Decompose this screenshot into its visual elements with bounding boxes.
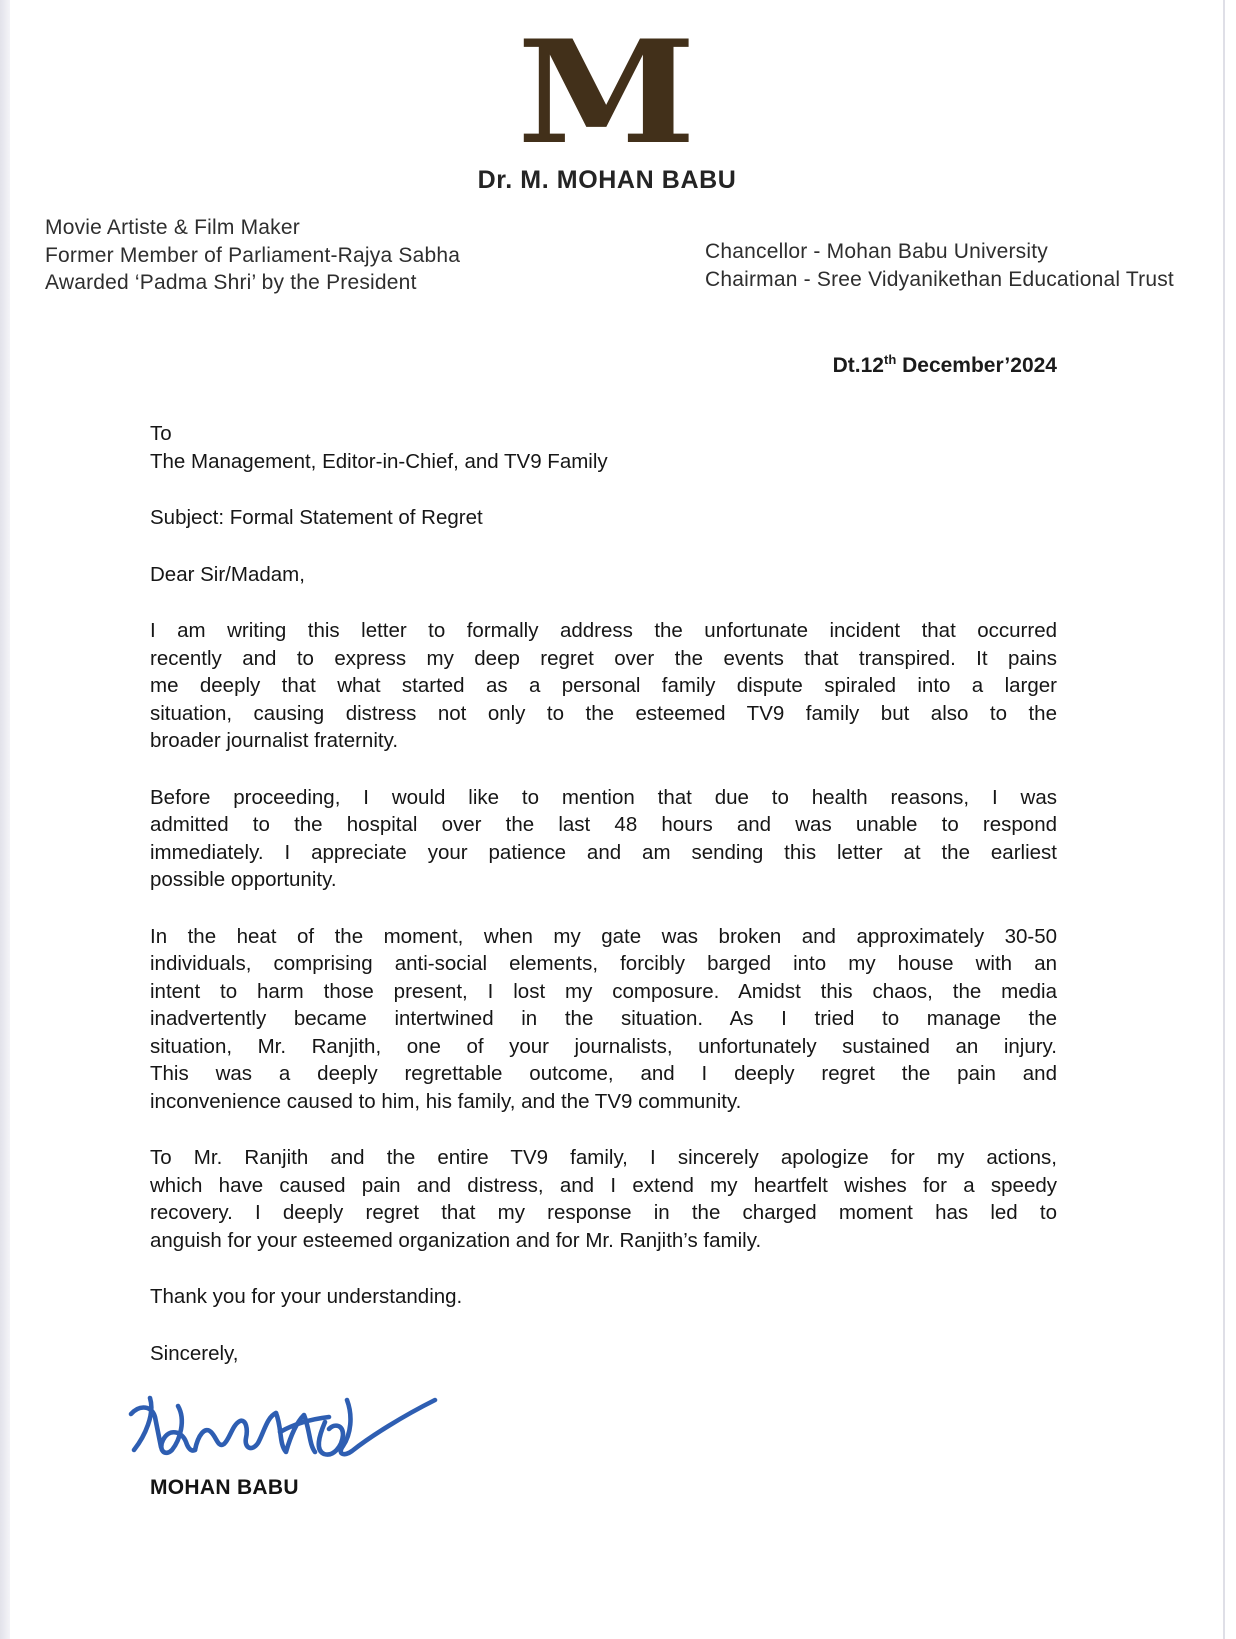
credential-line: Chairman - Sree Vidyanikethan Educational Trust <box>705 268 1174 291</box>
paragraphs <box>150 617 1057 1254</box>
closing-line: Sincerely, <box>150 1341 239 1365</box>
credential-line: Movie Artiste & Film Maker <box>45 216 300 239</box>
paragraph-line: To Mr. Ranjith and the entire TV9 family, I sincerely apologize for my actions, <box>150 1146 1057 1169</box>
paragraph-line: This was a deeply regrettable outcome, and I deeply regret the pain and <box>150 1062 1057 1085</box>
paragraph-line: which have caused pain and distress, and I extend my heartfelt wishes for a speedy <box>150 1173 1057 1197</box>
paragraph-line: inconvenience caused to him, his family, and the TV9 community. <box>150 1089 742 1113</box>
paragraph-line: situation, causing distress not only to the esteemed TV9 family but also to the <box>150 701 1057 725</box>
date-rest: December’2024 <box>896 354 1057 377</box>
letter-body <box>150 420 1057 1367</box>
paragraph <box>150 617 1057 755</box>
paragraph-line: I am writing this letter to formally address the unfortunate incident that occurred <box>150 619 1057 642</box>
paragraph-line: Before proceeding, I would like to mention that due to health reasons, I was <box>150 785 1057 809</box>
letterhead-name: Dr. M. MOHAN BABU <box>477 166 737 194</box>
to-label: To <box>150 422 172 445</box>
thanks-line: Thank you for your understanding. <box>150 1285 463 1308</box>
scan-left-edge <box>0 0 10 1639</box>
paragraph <box>150 784 1057 894</box>
credential-line: Chancellor - Mohan Babu University <box>705 240 1048 263</box>
paragraph-line: situation, Mr. Ranjith, one of your journalists, unfortunately sustained an injury. <box>150 1034 1057 1058</box>
signer-name: MOHAN BABU <box>150 1476 299 1499</box>
monogram-logo: M <box>517 10 697 176</box>
paragraph <box>150 1144 1057 1254</box>
credential-line: Former Member of Parliament-Rajya Sabha <box>45 243 461 267</box>
scan-right-edge <box>1223 0 1225 1639</box>
recipient-line: The Management, Editor-in-Chief, and TV9 Family <box>150 449 608 473</box>
paragraph-line: individuals, comprising anti-social elements, forcibly barged into my house with an <box>150 952 1057 975</box>
credentials-left <box>45 214 460 297</box>
paragraph-line: recently and to express my deep regret over the events that transpired. It pains <box>150 646 1057 670</box>
paragraph-line: inadvertently became intertwined in the situation. As I tried to manage the <box>150 1007 1057 1030</box>
paragraph-line: anguish for your esteemed organization and for Mr. Ranjith’s family. <box>150 1228 762 1252</box>
paragraph-line: immediately. I appreciate your patience and am sending this letter at the earliest <box>150 840 1057 864</box>
paragraph-line: possible opportunity. <box>150 868 337 891</box>
paragraph-line: recovery. I deeply regret that my response in the charged moment has led to <box>150 1201 1057 1224</box>
subject-line: Subject: Formal Statement of Regret <box>150 506 483 529</box>
credential-line: Awarded ‘Padma Shri’ by the President <box>45 271 417 294</box>
paragraph-line: me deeply that what started as a personal family dispute spiraled into a larger <box>150 674 1057 697</box>
date-ordinal-superscript: th <box>883 352 897 367</box>
salutation: Dear Sir/Madam, <box>150 562 305 586</box>
credentials-right <box>705 238 1174 294</box>
paragraph-line: intent to harm those present, I lost my composure. Amidst this chaos, the media <box>150 979 1057 1003</box>
paragraph-line: admitted to the hospital over the last 48 hours and was unable to respond <box>150 813 1057 836</box>
signature-scribble <box>128 1390 440 1482</box>
letter-date <box>150 352 1057 378</box>
signature <box>128 1390 440 1482</box>
date-prefix: Dt.12 <box>832 354 884 377</box>
paragraph-line: broader journalist fraternity. <box>150 729 399 752</box>
paragraph <box>150 923 1057 1116</box>
paragraph-line: In the heat of the moment, when my gate was broken and approximately 30-50 <box>150 924 1057 948</box>
letterhead <box>0 0 1214 195</box>
